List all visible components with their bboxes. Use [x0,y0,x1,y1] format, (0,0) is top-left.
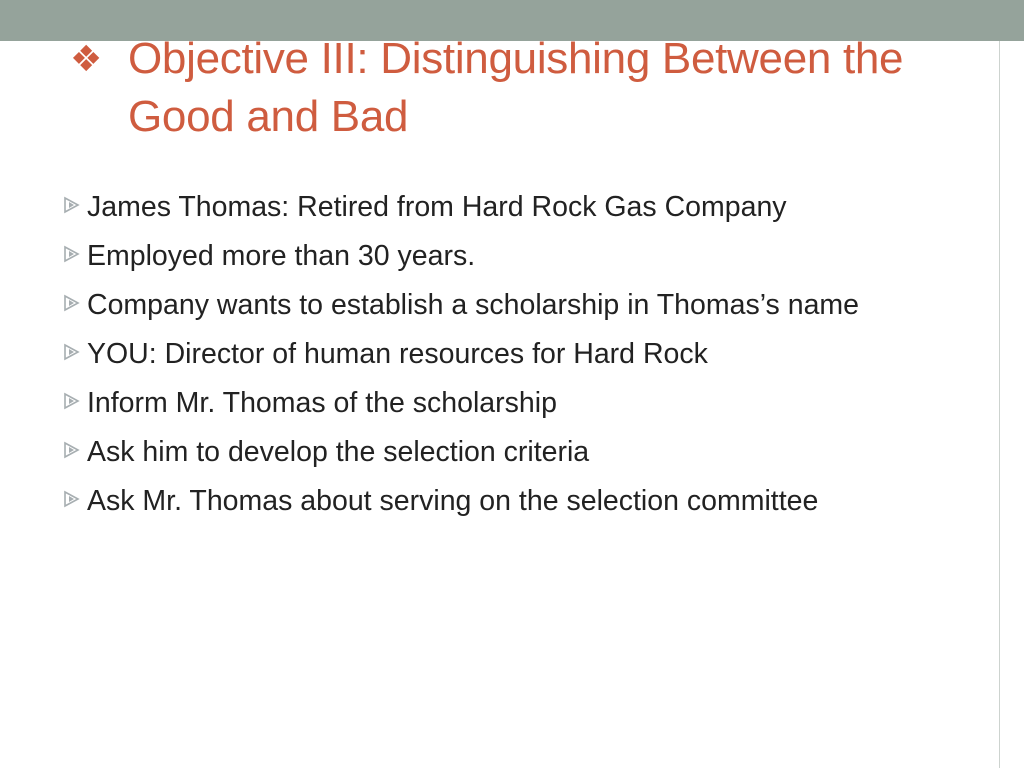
bullet-text: Company wants to establish a scholarship in Thomas’s name [87,289,860,321]
arrowhead-bullet-icon [63,196,81,214]
slide-bullet-list [61,186,976,529]
bullet-item [61,382,976,425]
bullet-item [61,284,976,327]
arrowhead-bullet-icon [63,392,81,410]
slide-title: Objective III: Distinguishing Between the Good and Bad [128,34,904,141]
bullet-item [61,333,976,376]
four-diamond-bullet-icon: ❖ [70,38,103,79]
arrowhead-bullet-icon [63,441,81,459]
bullet-text: Ask him to develop the selection criteria [87,436,590,468]
bullet-item [61,186,976,229]
arrowhead-bullet-icon [63,490,81,508]
bullet-item [61,235,976,278]
bullet-text: Ask Mr. Thomas about serving on the selection committee [87,485,819,517]
arrowhead-bullet-icon [63,245,81,263]
arrowhead-bullet-icon [63,343,81,361]
right-divider-line [999,41,1000,768]
bullet-text: James Thomas: Retired from Hard Rock Gas Company [87,191,787,223]
bullet-text: YOU: Director of human resources for Hard Rock [87,338,708,370]
bullet-text: Employed more than 30 years. [87,240,476,272]
slide-title-area [70,30,950,146]
bullet-text: Inform Mr. Thomas of the scholarship [87,387,557,419]
bullet-item [61,431,976,474]
bullet-item [61,480,976,523]
arrowhead-bullet-icon [63,294,81,312]
